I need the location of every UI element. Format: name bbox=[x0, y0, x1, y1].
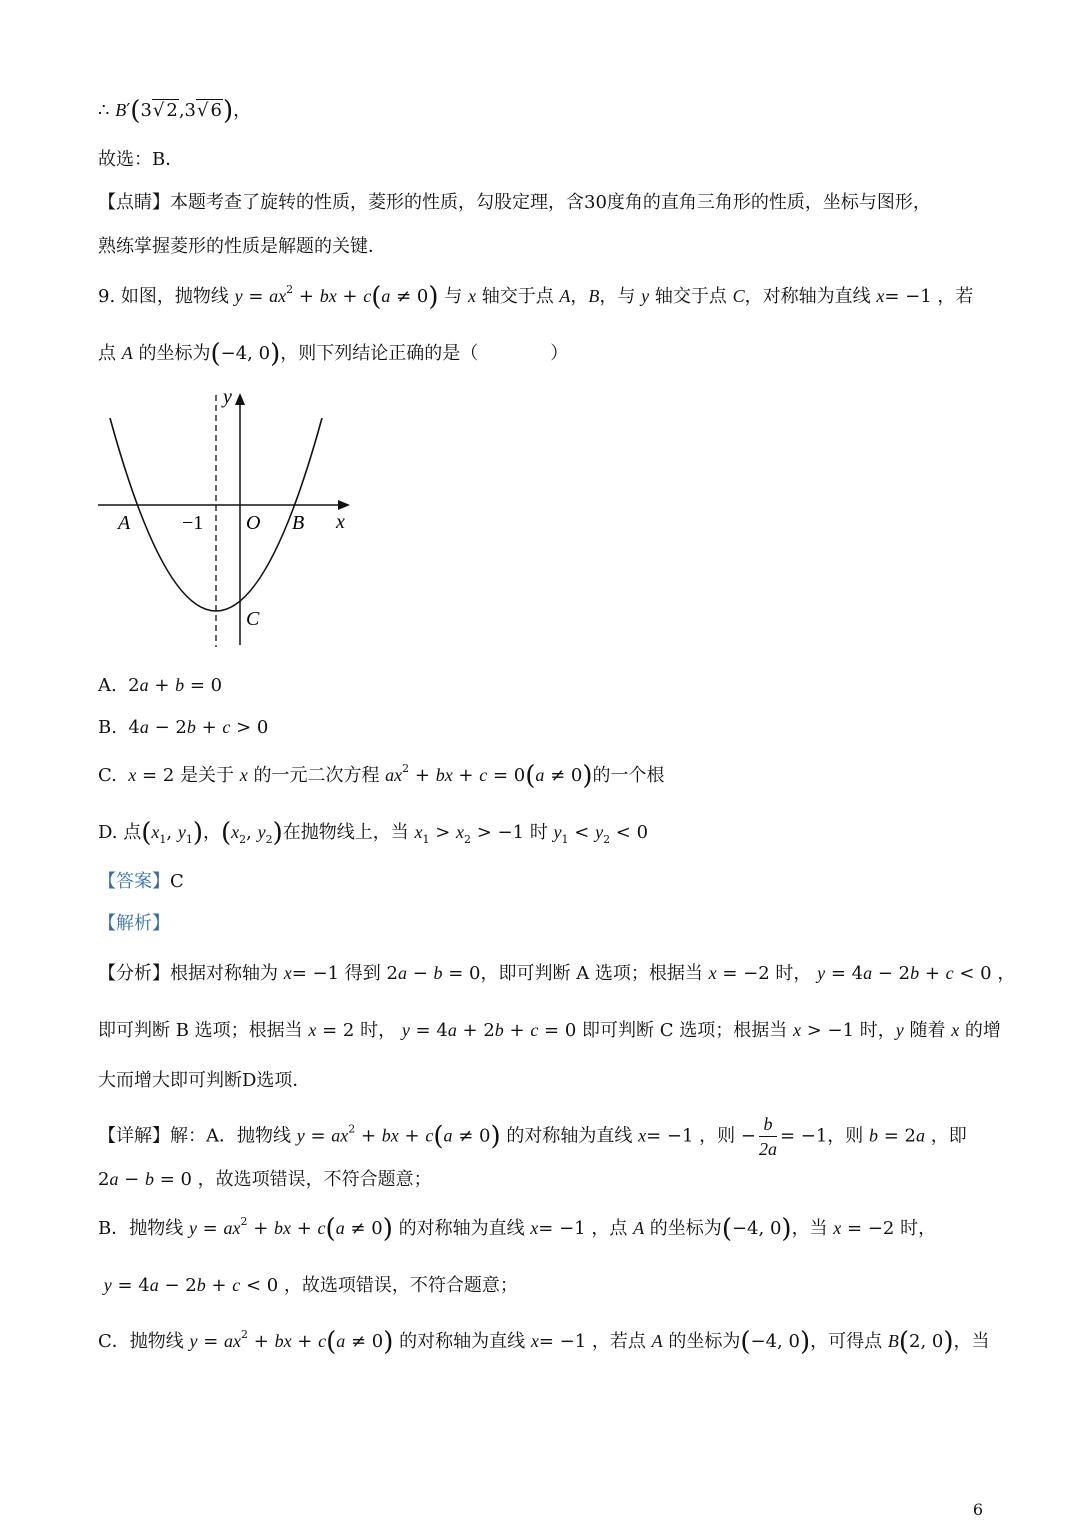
label-A: A bbox=[118, 512, 131, 534]
note-line: 【点睛】本题考查了旋转的性质，菱形的性质，勾股定理，含30度角的直角三角形的性质，坐标与图形， bbox=[98, 192, 931, 213]
label-minus-one: −1 bbox=[182, 512, 204, 534]
detail-line: y = 4a − 2b + c < 0 ，故选项错误，不符合题意； bbox=[103, 1275, 518, 1296]
analysis-line: 【分析】根据对称轴为 x= −1 得到 2a − b = 0，即可判断 A 选项；根据当 x = −2 时， y = 4a − 2b + c < 0 ， bbox=[98, 963, 1016, 984]
analysis-label: 【解析】 bbox=[98, 913, 170, 934]
question-line: 点 A 的坐标为(−4, 0)，则下列结论正确的是（ ） bbox=[98, 339, 569, 369]
answer-label: 【答案】 bbox=[98, 871, 170, 892]
question-line: 9. 如图，抛物线 $y = ax^2$ + bx + c(a ≠ 0) 与 x 轴交于点 A，B，与 y 轴交于点 C，对称轴为直线 x= −1 ，若 bbox=[98, 282, 974, 312]
analysis-line: 大而增大即可判断D选项． bbox=[98, 1070, 311, 1091]
option-d: D. 点($x_1$, $y_1$)，($x_2$, $y_2$)在抛物线上，当 $x_1 > x_2 > -1$ 时 $y_1 < y_2 < 0$ bbox=[98, 818, 649, 848]
y-axis-arrow bbox=[235, 393, 245, 405]
label-y: y bbox=[223, 386, 232, 408]
analysis-label-line bbox=[98, 909, 984, 939]
label-x: x bbox=[336, 511, 345, 533]
page-number: 6 bbox=[972, 1500, 983, 1519]
option-c: C. x = 2 是关于 x 的一元二次方程 $ax^2$ + bx + c = 0(a ≠ 0)的一个根 bbox=[98, 761, 665, 791]
detail-line: C．抛物线 $y = ax^2$ + bx + c(a ≠ 0) 的对称轴为直线 x= −1 ，若点 A 的坐标为(−4, 0)，可得点 B(2, 0)，当 bbox=[98, 1327, 990, 1357]
parabola-figure bbox=[96, 385, 361, 650]
label-C: C bbox=[246, 608, 260, 630]
label-O: O bbox=[246, 512, 261, 534]
text-line bbox=[98, 95, 984, 126]
detail-line: 2a − b = 0 ，故选项错误，不符合题意； bbox=[98, 1169, 432, 1190]
answer-line bbox=[98, 867, 984, 897]
label-B: B bbox=[292, 512, 305, 534]
formula: ∴ B′(3√ 2,3√ 6)， bbox=[98, 96, 252, 126]
detail-line: B．抛物线 $y = ax^2$ + bx + c(a ≠ 0) 的对称轴为直线 x= −1 ，点 A 的坐标为(−4, 0)，当 x = −2 时， bbox=[98, 1214, 937, 1244]
analysis-line: 即可判断 B 选项；根据当 x = 2 时， y = 4a + 2b + c = 0 即可判断 C 选项；根据当 x > −1 时，y 随着 x 的增 bbox=[98, 1020, 1001, 1041]
option-b: B. 4a − 2b + c > 0 bbox=[98, 717, 269, 738]
x-axis-arrow bbox=[338, 500, 350, 510]
answer-value: C bbox=[170, 871, 184, 892]
option-a: A. 2a + b = 0 bbox=[98, 675, 223, 696]
detail-line: 【详解】解：A．抛物线 $y = ax^2$ + bx + c(a ≠ 0) 的对称轴为直线 x= −1 ，则 − $\frac{b}{2a}$ = −1，则 b = 2a ，即 bbox=[98, 1114, 967, 1159]
note-line: 熟练掌握菱形的性质是解题的关键． bbox=[98, 236, 386, 257]
text-line: 故选：B． bbox=[98, 149, 184, 170]
